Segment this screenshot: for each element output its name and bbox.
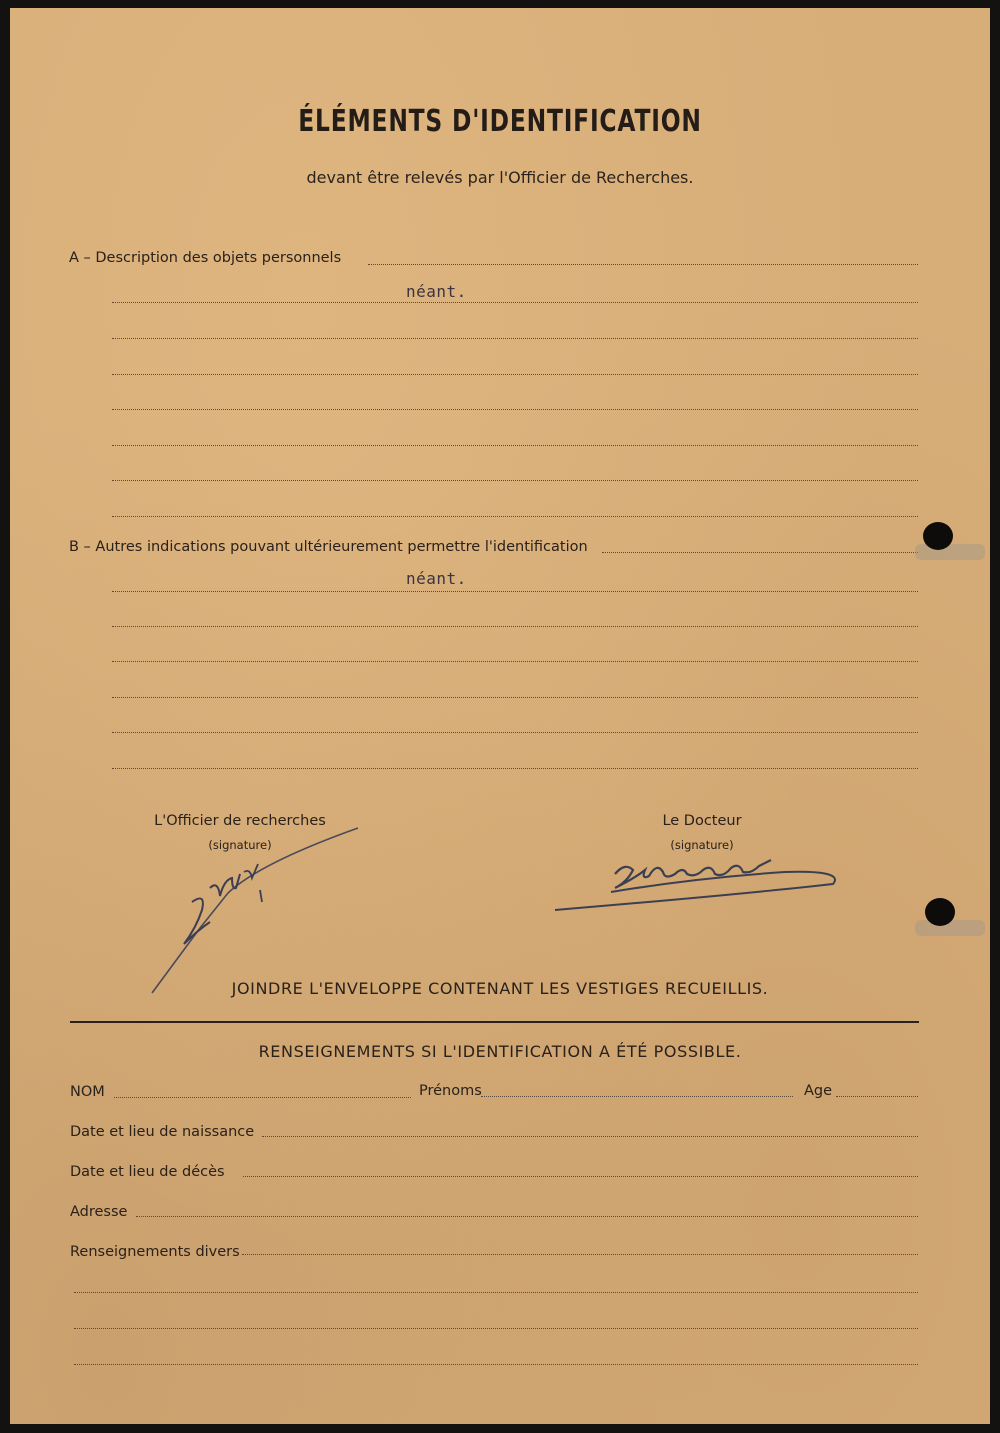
section-a-line-4[interactable] <box>112 374 918 375</box>
age-label: Age <box>804 1083 833 1099</box>
form-title: ÉLÉMENTS D'IDENTIFICATION <box>298 104 702 139</box>
nom-label: NOM <box>70 1084 105 1100</box>
section-a-line-7[interactable] <box>112 480 918 481</box>
prenoms-label: Prénoms <box>419 1083 482 1099</box>
form-subtitle: devant être relevés par l'Officier de Recherches. <box>306 168 694 187</box>
section-a-typed-value: néant. <box>406 282 467 301</box>
doctor-signature-sub: (signature) <box>670 838 734 852</box>
section-b-line-2[interactable] <box>112 591 918 592</box>
section-a-line-8[interactable] <box>112 516 918 517</box>
form-sheet <box>10 8 990 1424</box>
section-b-label: B – Autres indications pouvant ultérieurement permettre l'identification <box>69 539 588 555</box>
prenoms-field[interactable] <box>481 1096 793 1097</box>
envelope-note: JOINDRE L'ENVELOPPE CONTENANT LES VESTIGES RECUEILLIS. <box>231 979 769 998</box>
section-a-line-2[interactable] <box>112 302 918 303</box>
section-c-heading: RENSEIGNEMENTS SI L'IDENTIFICATION A ÉTÉ POSSIBLE. <box>258 1042 742 1061</box>
section-b-line-5[interactable] <box>112 697 918 698</box>
misc-line-2[interactable] <box>74 1292 918 1293</box>
misc-line-1[interactable] <box>242 1254 918 1255</box>
officer-handwritten-signature <box>140 818 370 998</box>
section-b-line-4[interactable] <box>112 661 918 662</box>
birth-field[interactable] <box>262 1136 918 1137</box>
punch-hole-shadow-top <box>915 544 985 560</box>
section-a-label: A – Description des objets personnels <box>69 250 342 266</box>
punch-hole-top <box>923 522 953 550</box>
section-b-typed-value: néant. <box>406 569 467 588</box>
punch-hole-bottom <box>925 898 955 926</box>
misc-label: Renseignements divers <box>70 1244 240 1260</box>
misc-line-3[interactable] <box>74 1328 918 1329</box>
death-label: Date et lieu de décès <box>70 1164 225 1180</box>
section-b-line-6[interactable] <box>112 732 918 733</box>
section-b-line-3[interactable] <box>112 626 918 627</box>
doctor-signature-title: Le Docteur <box>662 813 742 829</box>
officer-signature-sub: (signature) <box>208 838 272 852</box>
address-field[interactable] <box>136 1216 918 1217</box>
section-a-line-1[interactable] <box>368 264 918 265</box>
section-a-line-3[interactable] <box>112 338 918 339</box>
section-a-line-5[interactable] <box>112 409 918 410</box>
address-label: Adresse <box>70 1204 128 1220</box>
doctor-handwritten-signature <box>545 848 845 918</box>
section-b-line-1[interactable] <box>602 552 918 553</box>
birth-label: Date et lieu de naissance <box>70 1124 255 1140</box>
officer-signature-title: L'Officier de recherches <box>154 813 326 829</box>
section-a-line-6[interactable] <box>112 445 918 446</box>
section-b-line-7[interactable] <box>112 768 918 769</box>
section-divider <box>70 1021 919 1023</box>
nom-field[interactable] <box>114 1097 411 1098</box>
death-field[interactable] <box>243 1176 918 1177</box>
age-field[interactable] <box>836 1096 918 1097</box>
misc-line-4[interactable] <box>74 1364 918 1365</box>
